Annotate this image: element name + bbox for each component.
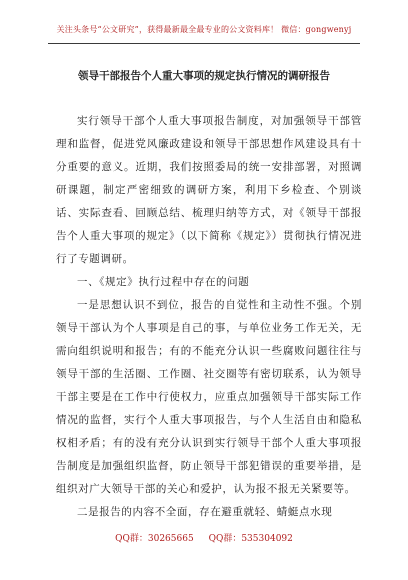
paragraph-issue-2: 二是报告的内容不全面，存在避重就轻、蜻蜓点水现 xyxy=(77,506,333,518)
paragraph-issue-1: 一是思想认识不到位，报告的自觉性和主动性不强。个别领导干部认为个人事项是自己的事，与单位业务工作无关，无需向组织说明和报告；有的不能充分认识一些腐败问题往往与领导干部的生活圈、工作圈、社交圈等有密切联系，认为领导干部主要是在工作中行使权力，应重点加强领导干部实际工作情况的监督，实行个人重大事项报告，与个人生活自由和隐私权相矛盾；有的没有充分认识到实行领导干部个人重大事项报告制度是加强组织监督，防止领导干部犯错误的重要举措，是组织对广大领导干部的关心和爱护，认为报不报无关紧要等。 xyxy=(56,299,362,495)
header-note: 关注头条号“公文研究”，获得最新最全最专业的公文资料库！ 微信：gongwenyj xyxy=(56,25,352,34)
paragraph-intro: 实行领导干部个人重大事项报告制度，对加强领导干部管理和监督，促进党风廉政建设和领导干部思想作风建设具有十分重要的意义。近期，我们按照委局的统一安排部署，对照调研课题，制定严密细致的调研方案，利用下乡检查、个别谈话、实际查看、回顾总结、梳理归纳等方式，对《领导干部报告个人重大事项的规定》（以下简称《规定》）贯彻执行情况进行了专题调研。 xyxy=(56,115,362,265)
section-heading: 一、《规定》执行过程中存在的问题 xyxy=(77,276,250,288)
document-body xyxy=(56,110,362,524)
footer-qq-group-2: QQ群：535304092 xyxy=(208,534,293,544)
footer-contact xyxy=(0,531,408,544)
header-divider xyxy=(48,43,360,44)
footer-qq-group-1: QQ群：30265665 xyxy=(115,534,194,544)
document-title: 领导干部报告个人重大事项的规定执行情况的调研报告 xyxy=(78,70,330,82)
